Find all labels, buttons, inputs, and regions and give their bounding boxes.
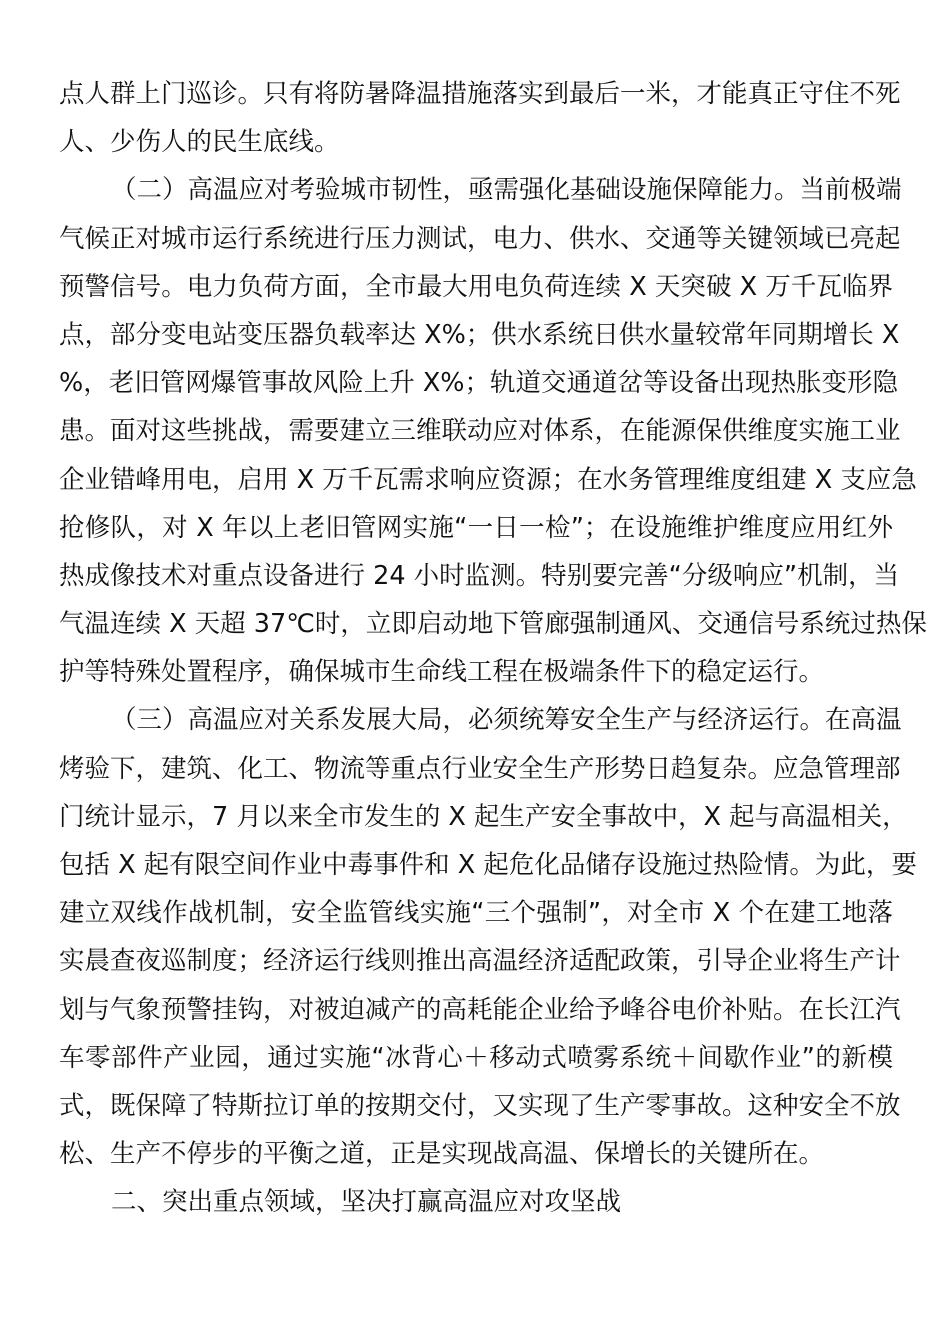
body-text [59,70,927,1227]
text-line-21: 车零部件产业园，通过实施“冰背心＋移动式喷雾系统＋间歇作业”的新模 [59,1042,893,1073]
text-line-16: 门统计显示，7 月以来全市发生的 X 起生产安全事故中，X 起与高温相关， [59,801,908,832]
text-line-8: 患。面对这些挑战，需要建立三维联动应对体系，在能源保供维度实施工业 [59,416,901,447]
text-line-13: 护等特殊处置程序，确保城市生命线工程在极端条件下的稳定运行。 [59,657,825,688]
text-line-19: 实晨查夜巡制度；经济运行线则推出高温经济适配政策，引导企业将生产计 [59,946,901,977]
section-heading: 二、突出重点领域，坚决打赢高温应对攻坚战 [111,1187,622,1218]
text-line-12: 气温连续 X 天超 37℃时，立即启动地下管廊强制通风、交通信号系统过热保 [59,609,927,640]
text-line-20: 划与气象预警挂钩，对被迫减产的高耗能企业给予峰谷电价补贴。在长江汽 [59,994,901,1025]
text-line-17: 包括 X 起有限空间作业中毒事件和 X 起危化品储存设施过热险情。为此，要 [59,850,917,880]
paragraph-heading-2: （二）高温应对考验城市韧性，亟需强化基础设施保障能力。当前极端 [111,175,902,206]
paragraph-heading-3: （三）高温应对关系发展大局，必须统筹安全生产与经济运行。在高温 [111,705,902,736]
text-line-4: 气候正对城市运行系统进行压力测试，电力、供水、交通等关键领域已亮起 [59,223,901,254]
text-line-2: 人、少伤人的民生底线。 [59,127,340,158]
text-line-18: 建立双线作战机制，安全监管线实施“三个强制”，对全市 X 个在建工地落 [59,898,893,929]
text-line-5: 预警信号。电力负荷方面，全市最大用电负荷连续 X 天突破 X 万千瓦临界 [59,271,893,302]
text-line-6: 点，部分变电站变压器负载率达 X%；供水系统日供水量较常年同期增长 X [59,319,900,350]
text-line-22: 式，既保障了特斯拉订单的按期交付，又实现了生产零事故。这种安全不放 [59,1090,901,1121]
text-line-11: 热成像技术对重点设备进行 24 小时监测。特别要完善“分级响应”机制，当 [59,560,900,591]
text-line-9: 企业错峰用电，启用 X 万千瓦需求响应资源；在水务管理维度组建 X 支应急 [59,464,917,495]
text-line-1: 点人群上门巡诊。只有将防暑降温措施落实到最后一米，才能真正守住不死 [59,79,901,109]
text-line-23: 松、生产不停步的平衡之道，正是实现战高温、保增长的关键所在。 [59,1139,825,1170]
text-line-7: %，老旧管网爆管事故风险上升 X%；轨道交通道岔等设备出现热胀变形隐 [59,368,899,399]
text-line-15: 烤验下，建筑、化工、物流等重点行业安全生产形势日趋复杂。应急管理部 [59,753,901,784]
text-line-10: 抢修队，对 X 年以上老旧管网实施“一日一检”；在设施维护维度应用红外 [59,512,893,543]
